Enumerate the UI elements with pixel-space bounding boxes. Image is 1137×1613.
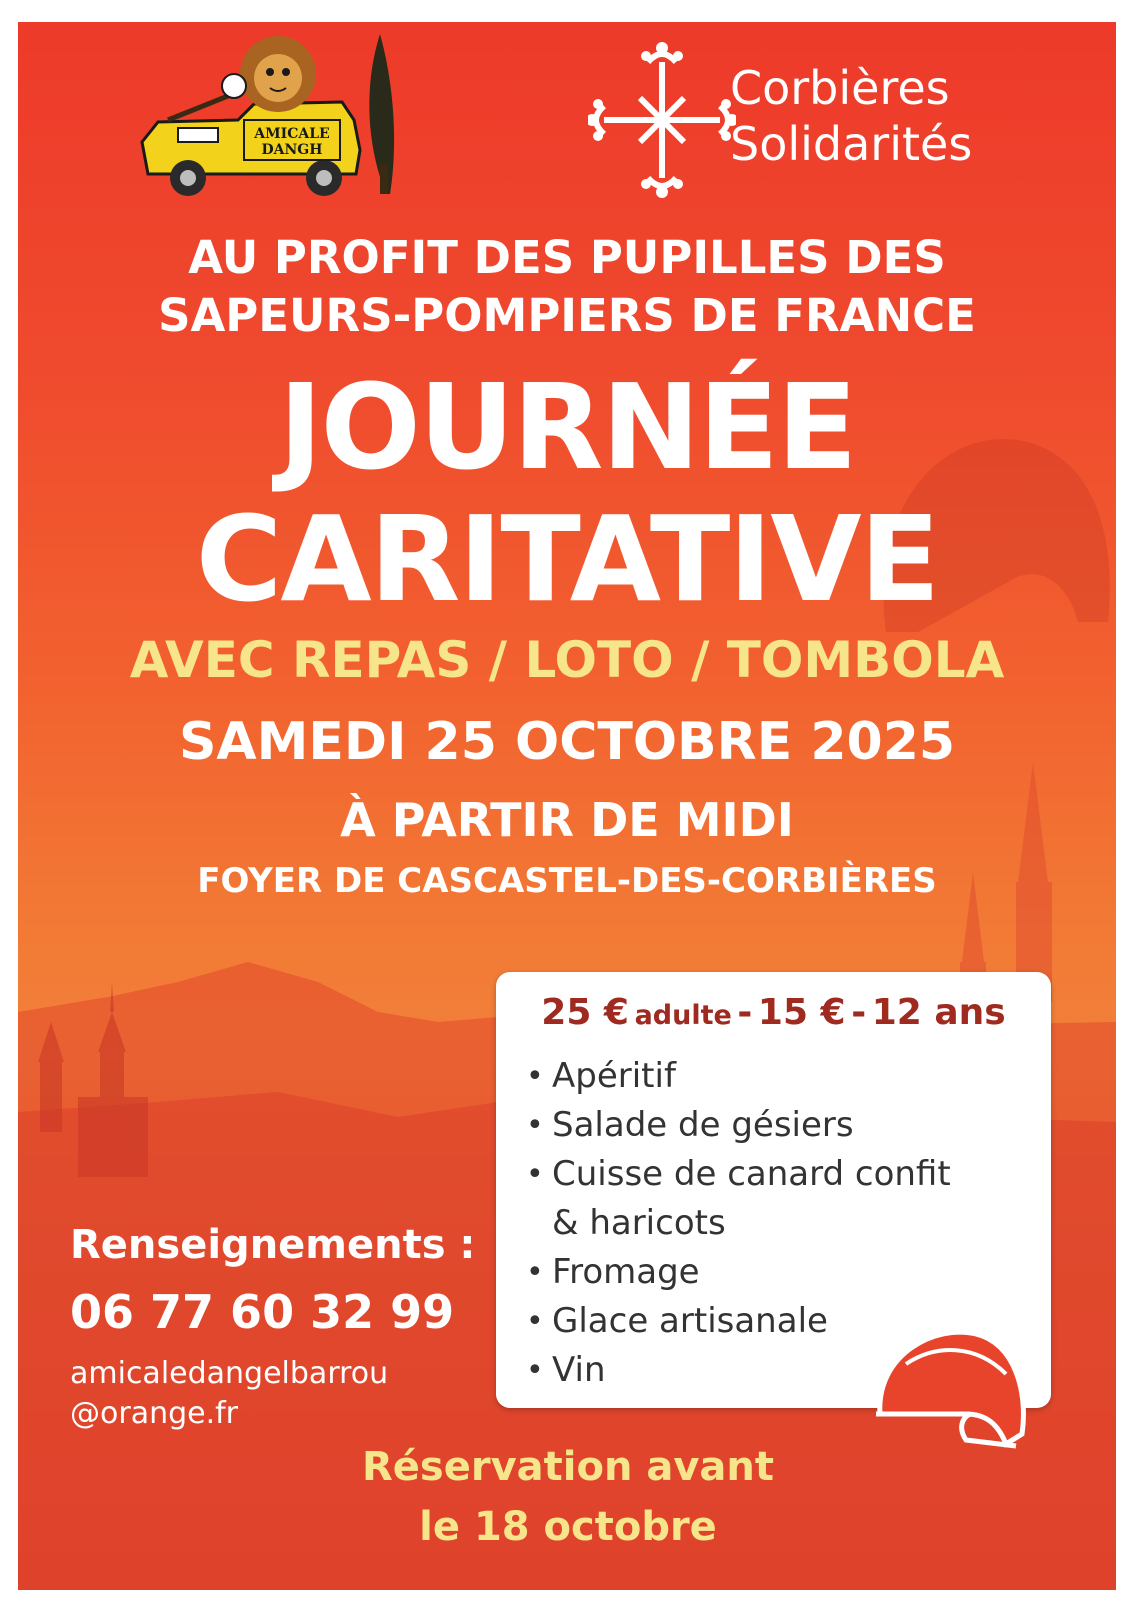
menu-item-label: Vin [552, 1350, 606, 1390]
contact-label: Renseignements : [70, 1222, 476, 1268]
menu-item [526, 1052, 951, 1101]
contact-email-line-1: amicaledangelbarrou [70, 1356, 389, 1391]
contact-email-line-2: @orange.fr [70, 1396, 239, 1431]
menu-item-label: Fromage [552, 1252, 700, 1292]
logo-line-2: Solidarités [730, 117, 973, 171]
menu-item-label: Cuisse de canard confit [552, 1154, 951, 1194]
cypress-tree-icon [369, 34, 394, 194]
reservation-line-1: Réservation avant [361, 1444, 775, 1490]
bullet: • [526, 1304, 544, 1339]
headline-line-1: AU PROFIT DES PUPILLES DES [188, 231, 946, 284]
reservation-line-2: le 18 octobre [419, 1504, 717, 1550]
jeep-icon [142, 84, 360, 196]
menu-item [526, 1150, 951, 1248]
menu-item-label: Salade de gésiers [552, 1105, 854, 1145]
subtitle: AVEC REPAS / LOTO / TOMBOLA [129, 631, 1005, 689]
contact-phone: 06 77 60 32 99 [70, 1285, 455, 1339]
menu-item [526, 1248, 951, 1297]
lion-icon [222, 36, 316, 112]
bullet: • [526, 1157, 544, 1192]
menu-item [526, 1101, 951, 1150]
amicale-logo-text-1: AMICALE [254, 126, 330, 142]
price-separator-2: - [851, 992, 867, 1033]
event-venue: FOYER DE CASCASTEL-DES-CORBIÈRES [197, 861, 937, 901]
label-adult: adulte [634, 1000, 732, 1031]
price-child: 15 € [757, 992, 846, 1033]
event-date: SAMEDI 25 OCTOBRE 2025 [178, 712, 956, 772]
menu-item-label: Apéritif [552, 1056, 676, 1096]
firefighter-helmet-icon [866, 1314, 1036, 1464]
amicale-logo-text-2: DANGH [261, 142, 323, 158]
headline-line-2: SAPEURS-POMPIERS DE FRANCE [158, 289, 976, 342]
title-line-2: CARITATIVE [195, 490, 939, 628]
menu-item-label-continued: & haricots [552, 1203, 726, 1243]
event-time: À PARTIR DE MIDI [340, 793, 794, 847]
title-line-1: JOURNÉE [278, 358, 856, 496]
amicale-logo [128, 24, 428, 204]
price-separator-1: - [737, 992, 753, 1033]
logo-line-1: Corbières [730, 61, 950, 115]
bullet: • [526, 1353, 544, 1388]
poster [18, 22, 1116, 1590]
price-adult: 25 € [541, 992, 629, 1033]
menu-item-label: Glace artisanale [552, 1301, 828, 1341]
occitan-cross-icon [588, 40, 736, 200]
corbieres-logo-text [730, 60, 972, 172]
bullet: • [526, 1108, 544, 1143]
label-child: 12 ans [871, 992, 1006, 1033]
bullet: • [526, 1255, 544, 1290]
price-line [496, 992, 1051, 1033]
bullet: • [526, 1059, 544, 1094]
